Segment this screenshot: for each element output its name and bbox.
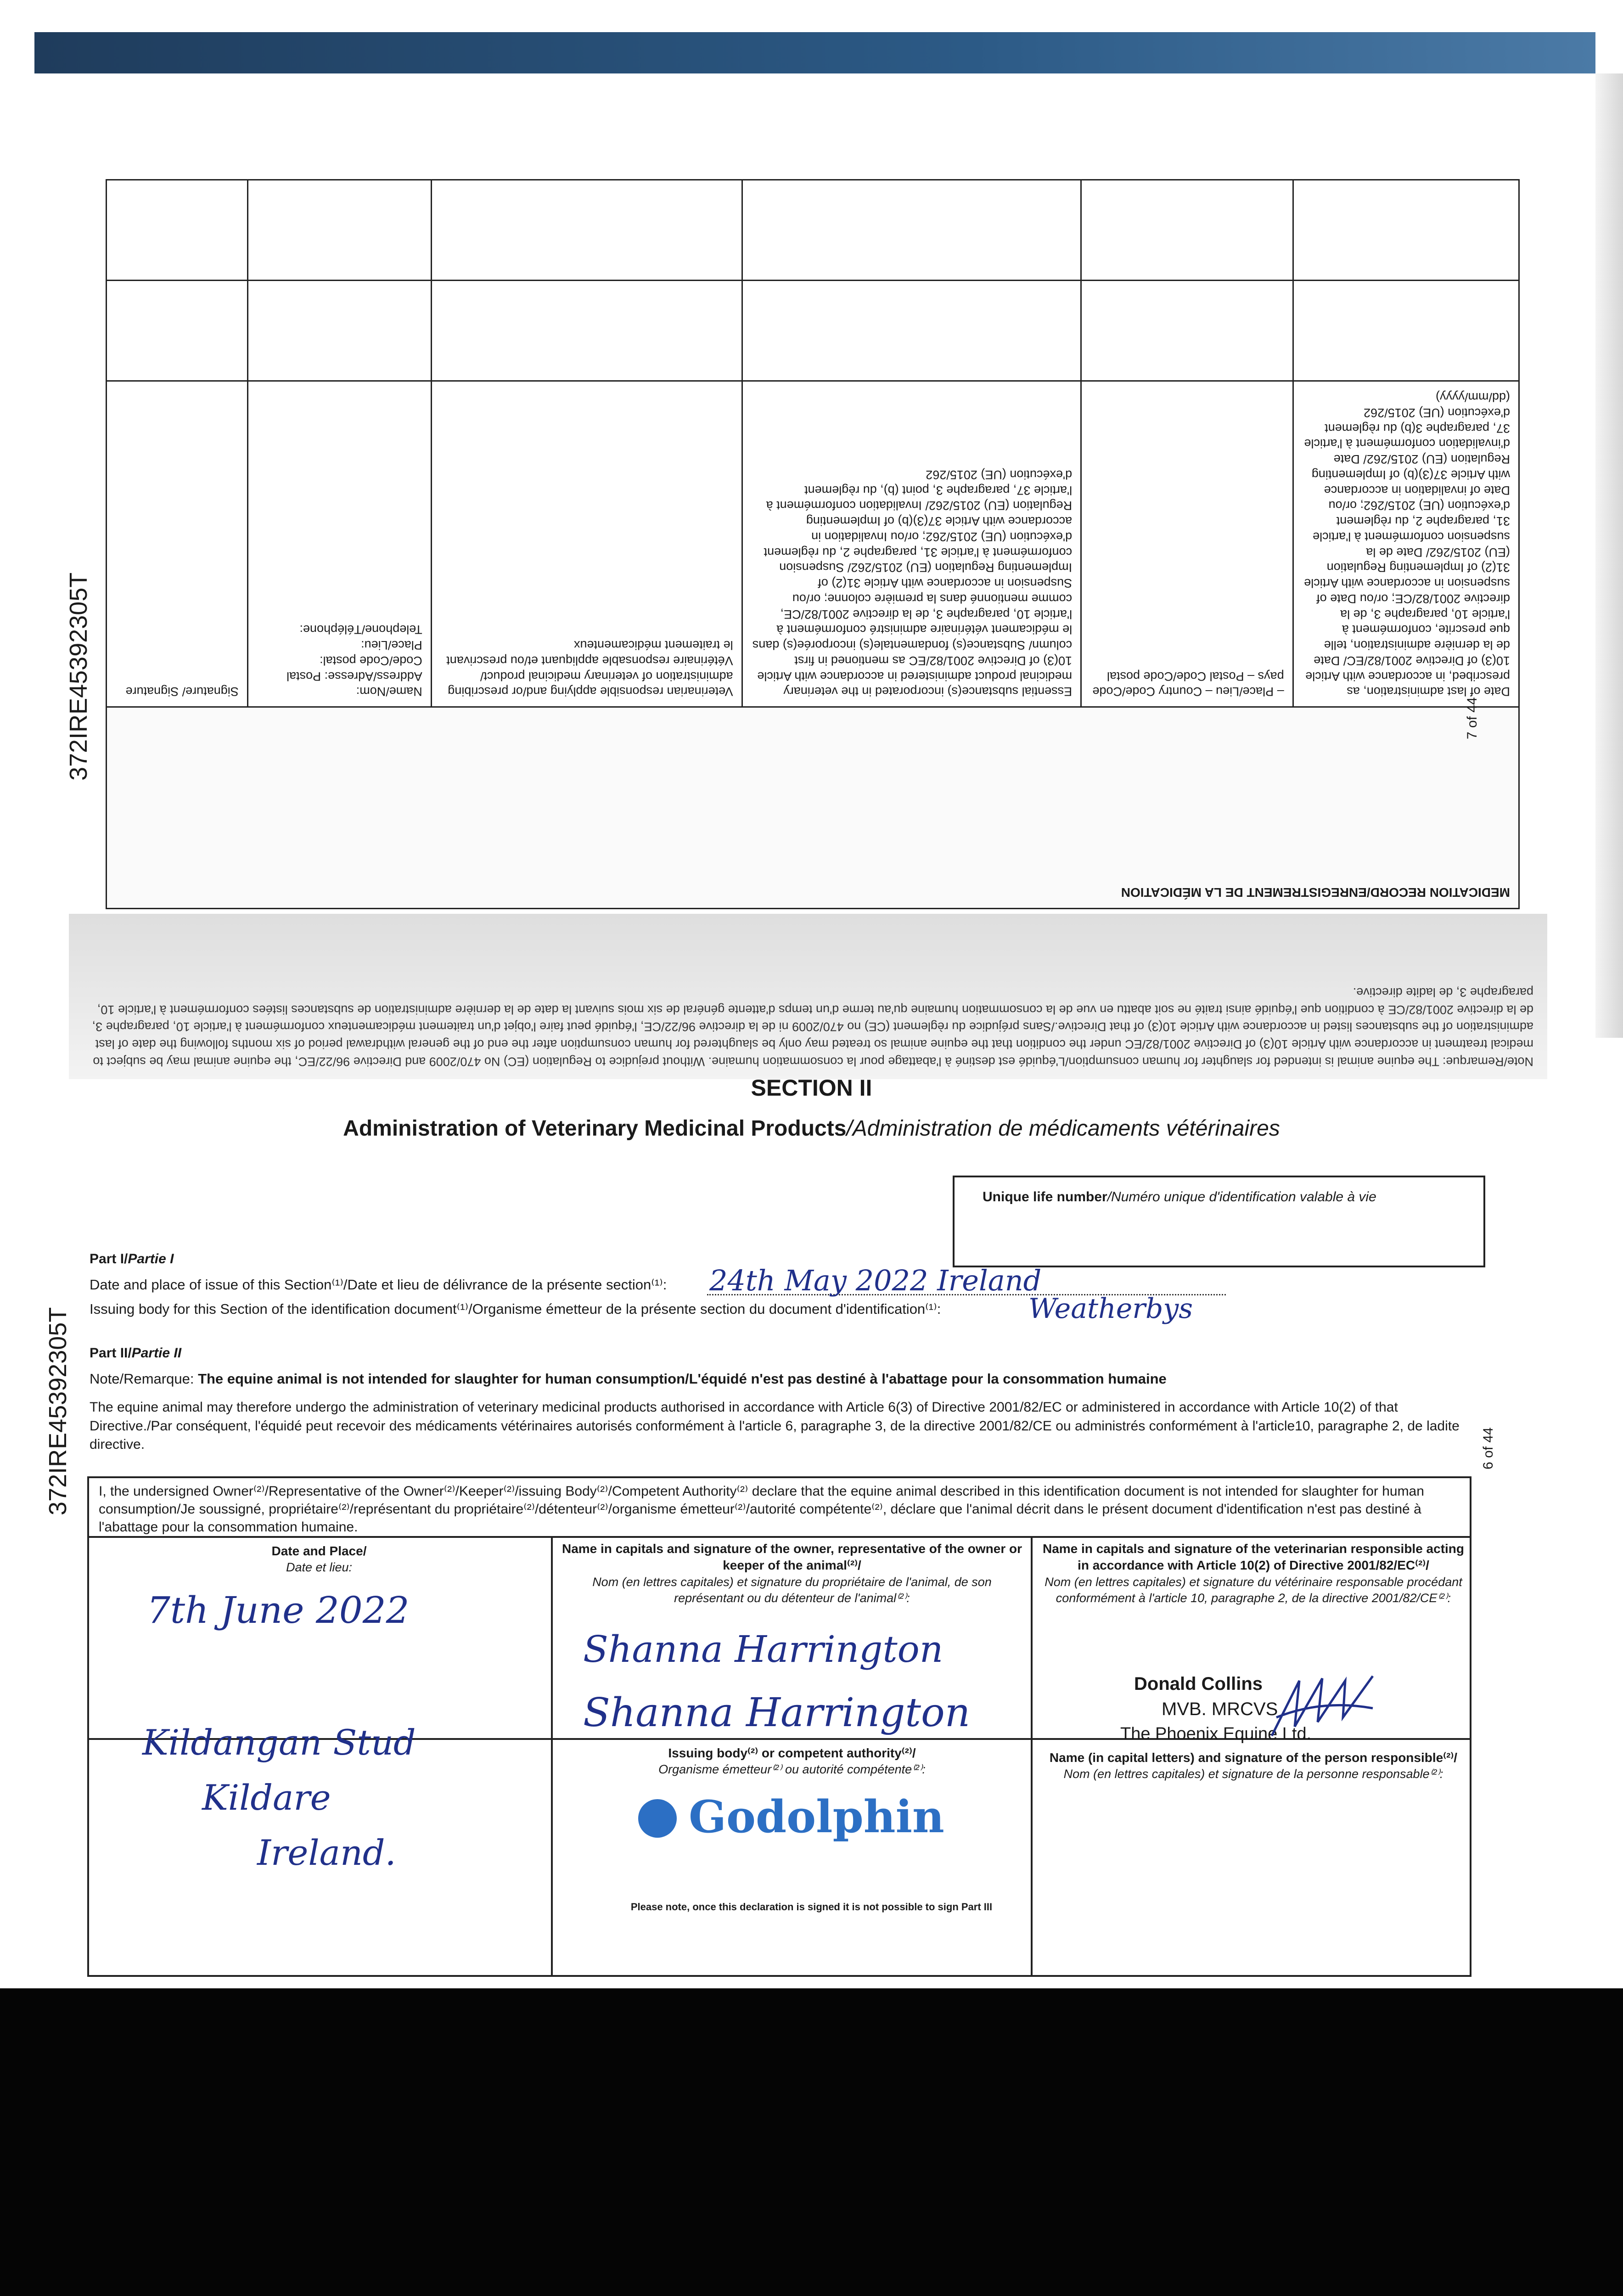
unique-life-number-label: Unique life number/Numéro unique d'identification valable à vie	[983, 1189, 1376, 1204]
declaration-text: I, the undersigned Owner⁽²⁾/Representative of the Owner⁽²⁾/Keeper⁽²⁾/issuing Body⁽²⁾/Competent Authority⁽²⁾ declare that the equine animal described in this identification document is not intended for slaughter for human consumption/Je soussigné, propriétaire⁽²⁾/représentant du propriétaire⁽²⁾/détenteur⁽²⁾/organisme émetteur⁽²⁾/autorité compétente⁽²⁾, déclare que l'animal décrit dans le présent document d'identification n'est pas destiné à l'abattage pour la consommation humaine.	[99, 1484, 1424, 1535]
declaration-place: Ireland.	[257, 1832, 396, 1873]
declaration-place: Kildare	[202, 1777, 331, 1818]
table-row	[107, 281, 1519, 381]
vet-signature	[1267, 1671, 1377, 1745]
upside-down-notes: Note/Remarque: The equine animal is intended for slaughter for human consumption/L'équidé est destiné à l'abattage pour la consommation humaine. Without prejudice to Regulation (EC) No 470/2009 and Directive 96/22/EC, the equine animal may be subject to medical treatment in accordance with Article 10(3) of Directive 2001/82/EC under the condition that the equine animal so treated may only be slaughtered for human consumption after the end of the general withdrawal period of six months following the date of last administration of the substances listed in accordance with Article 10(3) of that Directive./Sans préjudice du règlement (CE) no 470/2009 ni de la directive 96/22/CE, l'équidé peut faire l'objet d'un traitement médicamenteux conformément à l'article 10, paragraphe 3, de la directive 2001/82/CE à condition que l'équidé ainsi traité ne soit abattu en vue de la consommation humaine qu'au terme d'un temps d'attente général de six mois suivant la date de la dernière administration de substances listées conformément à l'article 10, paragraphe 3, de ladite directive.	[69, 914, 1547, 1079]
declaration-place: Kildangan Stud	[142, 1722, 416, 1763]
part1-date-place-label: Date and place of issue of this Section⁽¹⁾/Date et lieu de délivrance de la présente section⁽¹⁾:	[90, 1277, 667, 1293]
col-vet-header: Veterinarian responsible applying and/or prescribing administration of veterinary medicinal product/ Vétérinaire responsable appliquant et/ou prescrivant le traitement médicamenteux	[431, 381, 742, 707]
col-vet-address-header: Name/Nom: Address/Adresse: Postal Code/Code postal: Place/Lieu: Telephone/Téléphone:	[247, 381, 431, 707]
part1-title: Part I/Partie I	[90, 1251, 174, 1266]
scan-page-edge	[1595, 73, 1623, 1038]
part1-issuing-value: Weatherbys	[1028, 1293, 1193, 1325]
part2-note: Note/Remarque: The equine animal is not intended for slaughter for human consumption/L'équidé n'est pas destiné à l'abattage pour la consommation humaine	[90, 1371, 1167, 1387]
col-place-header: – Place/Lieu – Country Code/Code pays – Postal Code/Code postal	[1081, 381, 1293, 707]
table-row	[107, 180, 1519, 281]
issuing-body-logo: Godolphin	[689, 1791, 944, 1843]
document-id-stamp-lower: 372IRE45392305T	[44, 1307, 72, 1515]
vet-stamp-name: Donald Collins	[1134, 1674, 1263, 1694]
date-place-header: Date and Place/ Date et lieu:	[271, 1544, 367, 1575]
col-signature-header: Signature/ Signature	[107, 381, 248, 707]
godolphin-logo-icon	[638, 1799, 677, 1838]
page-number-upper: 7 of 44	[1465, 697, 1480, 739]
owner-signature: Shanna Harrington	[583, 1690, 971, 1736]
medication-record-heading: MEDICATION RECORD/ENREGISTREMENT DE LA MÉDICATION	[107, 707, 1519, 909]
col-substance-header: Essential substance(s) incorporated in the veterinary medicinal product administered in accordance with Article 10(3) of Directive 2001/82/EC as mentioned in first column/ Substance(s) fondamentale(s) incorporée(s) dans le médicament vétérinaire administré conformément à l'article 10, paragraphe 3, de la directive 2001/82/CE, comme mentionné dans la première colonne; or/ou Suspension in accordance with Article 31(2) of Implementing Regulation (EU) 2015/262/ Suspension conformément à l'article 31, paragraphe 2, du règlement d'exécution (UE) 2015/262; or/ou Invalidation in accordance with Article 37(3)(b) of Implementing Regulation (EU) 2015/262/ Invalidation conformément à l'article 37, paragraphe 3, point (b), du règlement d'exécution (UE) 2015/262	[742, 381, 1081, 707]
section-title: SECTION II	[751, 1075, 872, 1101]
document-id-stamp-upper: 372IRE45392305T	[65, 572, 92, 781]
scan-dark-area	[0, 1988, 1623, 2296]
part1-issuing-label: Issuing body for this Section of the identification document⁽¹⁾/Organisme émetteur de la présente section du document d'identification⁽¹⁾:	[90, 1301, 941, 1317]
col-date-header: Date of last administration, as prescribed, in accordance with Article 10(3) of Directive 2001/82/EC/ Date de la dernière administration, telle que prescrite, conformément à l'article 10, paragraphe 3, de la directive 2001/82/CE; or/ou Date of suspension in accordance with Article 31(2) of Implementing Regulation (EU) 2015/262/ Date de la suspension conformément à l'article 31, paragraphe 2, du règlement d'exécution (UE) 2015/262; or/ou Date of invalidation in accordance with Article 37(3)(b) of Implementing Regulation (EU) 2015/262/ Date d'invalidation conformément à l'article 37, paragraphe 3(b) du règlement d'exécution (UE) 2015/262 (dd/mm/yyyy)	[1293, 381, 1519, 707]
medication-record-table-upside-down	[106, 179, 1520, 909]
scan-top-bar	[34, 32, 1595, 73]
person-responsible-header: Name (in capital letters) and signature of the person responsible⁽²⁾/ Nom (en lettres capitales) et signature de la personne responsable⁽²⁾:	[1049, 1750, 1458, 1781]
owner-header: Name in capitals and signature of the owner, representative of the owner or keeper of the animal⁽²⁾/ Nom (en lettres capitales) et signature du propriétaire de l'animal, de son représentant ou du détenteur de l'animal⁽²⁾:	[562, 1542, 1022, 1605]
divider	[87, 1536, 1471, 1538]
part2-body: The equine animal may therefore undergo the administration of veterinary medicinal products authorised in accordance with Article 6(3) of Directive 2001/82/EC or administered in accordance with Article 10(2) of that Directive./Par conséquent, l'équidé peut recevoir des médicaments vétérinaires autorisés conformément à l'article 6, paragraphe 3, de la directive 2001/82/CE ou administrés conformément à l'article10, paragraphe 2, de ladite directive.	[90, 1400, 1460, 1452]
owner-name: Shanna Harrington	[583, 1628, 943, 1671]
footnote: Please note, once this declaration is signed it is not possible to sign Part III	[630, 1901, 993, 1913]
page-number-lower: 6 of 44	[1481, 1427, 1496, 1469]
declaration-date: 7th June 2022	[147, 1589, 410, 1632]
part1-date-place-value: 24th May 2022 Ireland	[709, 1264, 1042, 1297]
part2-title: Part II/Partie II	[90, 1345, 182, 1361]
veterinarian-header: Name in capitals and signature of the veterinarian responsible acting in accordance with Article 10(2) of Directive 2001/82/EC⁽²⁾/ Nom (en lettres capitales) et signature du vétérinaire responsable procédant conformément à l'article 10, paragraphe 2, de la directive 2001/82/CE⁽²⁾:	[1042, 1542, 1465, 1605]
vet-stamp-company: The Phoenix Equine Ltd.	[1120, 1724, 1312, 1744]
vet-stamp-qualification: MVB. MRCVS	[1162, 1699, 1278, 1719]
section-subtitle: Administration of Veterinary Medicinal Products/Administration de médicaments vétérinaires	[343, 1116, 1280, 1141]
issuing-body-header: Issuing body⁽²⁾ or competent authority⁽²⁾/ Organisme émetteur⁽²⁾ ou autorité compétente⁽²⁾:	[658, 1746, 926, 1777]
